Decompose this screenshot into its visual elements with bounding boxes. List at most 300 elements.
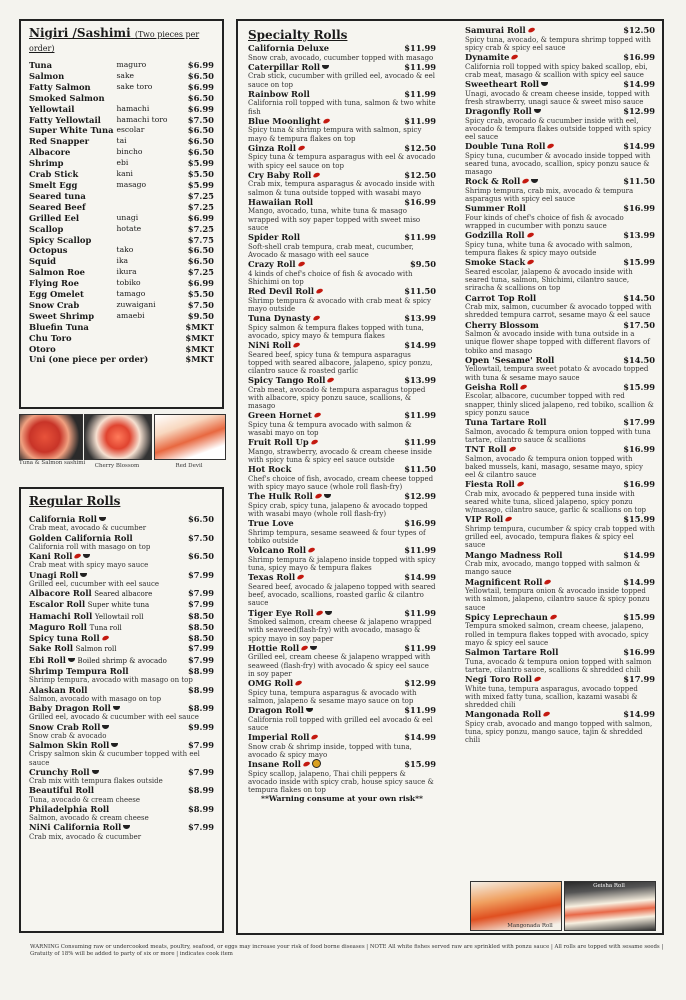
nigiri-item: [29, 224, 214, 235]
item-description: Crab mix with tempura flakes outside: [29, 777, 163, 786]
item-inline-desc: Salmon roll: [75, 645, 117, 654]
item-price: $12.99: [623, 106, 655, 116]
item-price: $11.99: [404, 410, 436, 421]
item-price: $7.99: [188, 643, 214, 654]
chili-pepper-icon: [311, 734, 319, 741]
menu-item: [465, 612, 655, 647]
chili-pepper-icon: [302, 761, 310, 768]
menu-item: [29, 655, 214, 666]
item-description: California roll topped with spicy baked scallop, ebi, crab meat, masago & scallion with spicy eel sauce: [465, 62, 648, 79]
menu-item: [465, 550, 655, 577]
item-name: Scallop: [29, 223, 64, 234]
item-name: Beautiful Roll: [29, 785, 95, 796]
item-description: Unagi, avocado & cream cheese inside, topped with fresh strawberry, unagi sauce & sweet miso sauce: [465, 89, 650, 106]
item-price: $11.99: [404, 607, 436, 618]
menu-item: [465, 230, 655, 257]
chili-pepper-icon: [307, 547, 315, 554]
item-name: Tiger Eye Roll: [248, 607, 314, 618]
item-japanese-name: kani: [116, 169, 133, 179]
menu-item: [248, 43, 436, 62]
item-name: Fatty Yellowtail: [29, 114, 101, 125]
item-price: $8.99: [188, 666, 214, 677]
item-name: Bluefin Tuna: [29, 321, 89, 332]
item-price: $17.99: [623, 417, 655, 428]
item-description: Salmon, avocado & tempura onion topped with baked mussels, kani, masago, sesame mayo, spicy eel & cilantro sauce: [465, 454, 643, 480]
item-description: Salmon, avocado & cream cheese: [29, 814, 149, 823]
item-description: Spicy tuna, white tuna & avocado with salmon, tempura flakes & spicy mayo outside: [465, 241, 633, 258]
item-japanese-name: sake toro: [116, 81, 153, 91]
chili-pepper-icon: [293, 342, 301, 349]
item-japanese-name: ebi: [116, 158, 129, 168]
item-description: Seared beef, avocado & jalapeno topped with seared beef, avocado, scallions, roasted garlic & cilantro sauce: [248, 583, 436, 608]
specialty-rolls-title: Specialty Rolls: [248, 28, 348, 42]
menu-item: [29, 767, 214, 786]
item-price: $12.50: [623, 25, 655, 35]
menu-item: [465, 417, 655, 444]
item-price: $6.50: [187, 245, 214, 256]
nigiri-item: [29, 104, 214, 115]
cooked-bowl-icon: [325, 611, 332, 615]
nigiri-item: [29, 354, 214, 365]
item-description: Crab mix, salmon, cucumber & avocado topped with shredded tempura carrot, sesame mayo & eel sauce: [465, 303, 652, 320]
menu-item: [465, 479, 655, 514]
nigiri-item: [29, 267, 214, 278]
item-japanese-name: ikura: [116, 267, 137, 277]
item-japanese-name: bincho: [116, 147, 143, 157]
item-price: $7.25: [187, 201, 214, 212]
item-name: Shrimp: [29, 158, 64, 169]
item-inline-desc: Seared albacore: [94, 590, 153, 598]
item-description: Soft-shell crab tempura, crab meat, cucumber, Avocado & masago with eel sauce: [248, 242, 414, 259]
item-name: Fiesta Roll: [465, 479, 515, 490]
item-price: $6.50: [187, 70, 214, 81]
menu-item: [29, 611, 214, 622]
item-price: $11.99: [404, 88, 436, 99]
nigiri-section: [19, 19, 224, 409]
cooked-bowl-icon: [324, 494, 331, 498]
item-price: $6.50: [188, 551, 214, 561]
cooked-bowl-icon: [123, 825, 130, 829]
item-japanese-name: escolar: [116, 125, 145, 135]
specialty-rolls-section: [236, 19, 664, 935]
item-description: Seared beef, spicy tuna & tempura asparagus topped with seared albacore, jalapeno, spicy ponzu, cilantro sauce & roasted garlic: [248, 350, 433, 375]
item-name: Hot Rock: [248, 464, 292, 475]
warning-note: **Warning consume at your own risk**: [261, 794, 423, 804]
item-name: TNT Roll: [465, 444, 507, 455]
item-description: Seared escolar, jalapeno & avocado inside with seared tuna, salmon, Shichimi, cilantro sauce, sriracha & scallions on top: [465, 268, 633, 293]
chili-pepper-icon: [314, 493, 322, 500]
item-description: Crab stick, cucumber with grilled eel, avocado & eel sauce on top: [248, 72, 436, 89]
item-price: $14.50: [623, 292, 655, 303]
menu-item: [465, 355, 655, 382]
item-description: Spicy tuna, tempura asparagus & avocado with salmon, jalapeno & sesame mayo sauce on top: [248, 688, 417, 705]
item-name: Imperial Roll: [248, 732, 310, 743]
item-price: $MKT: [185, 321, 214, 332]
item-price: $15.99: [623, 514, 655, 525]
item-price: $11.50: [404, 286, 436, 296]
item-name: Yellowtail: [29, 103, 75, 114]
item-name: Grilled Eel: [29, 212, 80, 223]
menu-item: [248, 545, 436, 572]
item-price: $16.99: [623, 647, 655, 658]
item-name: Shrimp Tempura Roll: [29, 666, 129, 677]
menu-item: [248, 259, 436, 286]
nigiri-item: [29, 169, 214, 180]
nigiri-item: [29, 71, 214, 82]
item-name: OMG Roll: [248, 678, 294, 689]
item-name: Open 'Sesame' Roll: [465, 354, 555, 365]
chili-pepper-icon: [526, 232, 534, 239]
item-japanese-name: masago: [116, 179, 147, 189]
chili-pepper-icon: [527, 259, 535, 266]
menu-item: [248, 89, 436, 116]
item-description: Crab mix, avocado & peppered tuna inside with seared white tuna, sliced jalapeno, spicy ponzu w/masago, cilantro sauce, garlic & scallions on top: [465, 489, 647, 515]
item-price: $6.50: [187, 256, 214, 267]
item-price: $14.99: [623, 709, 655, 720]
item-name: Rainbow Roll: [248, 88, 310, 99]
item-japanese-name: [117, 344, 177, 355]
item-name: Texas Roll: [248, 572, 296, 583]
menu-item: [29, 633, 214, 643]
nigiri-item: [29, 245, 214, 256]
item-description: 4 kinds of chef's choice of fish & avocado with Shichimi on top: [248, 269, 413, 286]
chili-pepper-icon: [297, 574, 305, 581]
item-price: $7.99: [188, 569, 214, 580]
chili-pepper-icon: [547, 143, 555, 150]
menu-item: [465, 52, 655, 79]
item-price: $6.99: [187, 278, 214, 289]
item-price: $6.50: [187, 147, 214, 158]
item-price: $8.99: [188, 785, 214, 796]
item-name: Double Tuna Roll: [465, 141, 546, 152]
item-name: Summer Roll: [465, 203, 526, 214]
nigiri-item: [29, 311, 214, 322]
item-japanese-name: tai: [116, 136, 127, 146]
item-price: $7.99: [188, 822, 214, 833]
item-name: Spicy Tango Roll: [248, 375, 326, 386]
item-description: Yellowtail, tempura onion & avocado inside topped with salmon, jalapeno, cilantro sauce & spicy ponzu sauce: [465, 587, 650, 612]
item-name: Volcano Roll: [248, 545, 306, 556]
menu-item: [248, 518, 436, 545]
cooked-bowl-icon: [92, 770, 99, 774]
item-description: Snow crab & avocado: [29, 731, 107, 740]
menu-item: [465, 382, 655, 417]
cooked-bowl-icon: [541, 82, 548, 86]
item-description: Crab mix, tempura asparagus & avocado inside with salmon & tuna outside topped with wasabi mayo: [248, 180, 435, 197]
item-price: $14.99: [404, 732, 436, 743]
item-price: $13.99: [623, 230, 655, 241]
item-name: Octopus: [29, 245, 68, 256]
item-price: $7.99: [188, 766, 214, 777]
item-price: $15.99: [404, 759, 436, 770]
chili-pepper-icon: [310, 439, 318, 446]
item-name: Carrot Top Roll: [465, 292, 537, 303]
menu-item: [248, 643, 436, 678]
item-price: $12.50: [404, 142, 436, 153]
item-price: $5.50: [187, 289, 214, 300]
item-name: Seared tuna: [29, 190, 86, 201]
menu-item: [248, 572, 436, 607]
item-price: $6.99: [187, 103, 214, 114]
item-description: Spicy scallop, jalapeno, Thai chili peppers & avocado inside with spicy crab, house spicy sauce & tempura flakes on top: [248, 769, 434, 795]
item-description: Escolar, albacore, cucumber topped with red snapper, thinly sliced jalapeno, red tobiko, scallion & spicy ponzu sauce: [465, 392, 654, 417]
item-price: $11.99: [404, 61, 436, 72]
menu-item: [248, 410, 436, 437]
item-description: California roll topped with tuna, salmon & two white fish: [248, 99, 436, 116]
chili-pepper-icon: [313, 412, 321, 419]
menu-item: [248, 286, 436, 313]
chili-pepper-icon: [516, 481, 524, 488]
item-price: $7.99: [188, 588, 214, 598]
item-price: $6.50: [187, 92, 214, 103]
item-japanese-name: tobiko: [116, 278, 141, 288]
item-description: Crab meat, avocado & cucumber: [29, 524, 147, 533]
item-name: Escalor Roll: [29, 599, 86, 610]
item-japanese-name: [117, 93, 177, 104]
nigiri-item: [29, 93, 214, 104]
item-name: Tuna: [29, 60, 53, 70]
chili-pepper-icon: [327, 377, 335, 384]
item-japanese-name: maguro: [116, 60, 147, 69]
item-description: Crispy salmon skin & cucumber topped with eel sauce: [29, 750, 200, 767]
menu-item: [248, 705, 436, 732]
item-japanese-name: [117, 191, 177, 202]
item-price: $12.99: [404, 491, 436, 502]
item-name: Ebi Roll: [29, 654, 66, 665]
item-name: NiNi California Roll: [29, 822, 122, 833]
nigiri-item: [29, 322, 214, 333]
item-price: $7.75: [187, 234, 214, 245]
item-price: $7.25: [187, 190, 214, 201]
item-price: $16.99: [623, 479, 655, 490]
menu-item: [29, 785, 214, 804]
item-description: Crab meat with spicy mayo sauce: [29, 561, 149, 570]
item-name: Albacore Roll: [29, 588, 92, 598]
item-name: Samurai Roll: [465, 25, 526, 35]
menu-item: [248, 678, 436, 705]
item-japanese-name: hamachi: [116, 103, 150, 113]
menu-item: [248, 340, 436, 375]
item-name: Squid: [29, 256, 57, 267]
menu-item: [465, 674, 655, 709]
item-name: Magnificent Roll: [465, 576, 543, 587]
item-price: $11.99: [404, 437, 436, 448]
chili-pepper-icon: [508, 446, 516, 453]
item-name: Mangonada Roll: [465, 709, 542, 720]
item-name: Smoke Stack: [465, 257, 526, 268]
item-price: $7.50: [187, 299, 214, 310]
item-price: $6.50: [188, 514, 214, 524]
menu-item: [248, 232, 436, 259]
chili-pepper-icon: [549, 614, 557, 621]
item-name: Hottie Roll: [248, 642, 300, 653]
item-name: Unagi Roll: [29, 569, 79, 580]
menu-item: [29, 599, 214, 610]
item-description: Spicy tuna, avocado, & tempura shrimp topped with spicy crab & spicy eel sauce: [465, 35, 651, 52]
item-description: Crab meat, avocado & tempura asparagus topped with albacore, spicy ponzu sauce, scallions, & masago: [248, 385, 426, 411]
cooked-bowl-icon: [68, 658, 75, 662]
item-price: $15.99: [623, 611, 655, 622]
item-price: $6.99: [187, 81, 214, 92]
item-price: $8.50: [188, 610, 214, 621]
item-japanese-name: [117, 333, 177, 344]
item-japanese-name: tako: [116, 245, 134, 255]
chili-pepper-icon: [101, 635, 109, 642]
chili-pepper-icon: [544, 578, 552, 585]
menu-item: [29, 533, 214, 552]
item-name: Sweetheart Roll: [465, 79, 540, 89]
item-price: $12.50: [404, 169, 436, 180]
item-price: $5.99: [187, 158, 214, 169]
item-description: Tuna, avocado & cream cheese: [29, 795, 141, 804]
item-name: Golden California Roll: [29, 532, 133, 543]
menu-item: [248, 437, 436, 464]
item-price: $7.25: [187, 267, 214, 278]
nigiri-item: [29, 213, 214, 224]
chili-pepper-icon: [505, 516, 513, 523]
chili-pepper-icon: [315, 609, 323, 616]
item-price: $17.99: [623, 674, 655, 685]
menu-item: [465, 514, 655, 549]
item-description: Salmon, avocado with masago on top: [29, 694, 162, 703]
item-name: Cherry Blossom: [465, 319, 539, 330]
item-name: NiNi Roll: [248, 340, 292, 350]
item-description: Crab mix, avocado, mango topped with salmon & mango sauce: [465, 560, 641, 577]
chili-pepper-icon: [313, 172, 321, 179]
cooked-bowl-icon: [306, 708, 313, 712]
photo-caption: Geisha Roll: [593, 883, 625, 889]
cooked-bowl-icon: [534, 109, 541, 113]
item-price: $9.50: [187, 310, 214, 321]
item-name: Uni (one piece per order): [29, 354, 149, 365]
menu-item: [29, 570, 214, 589]
item-name: Dragon Roll: [248, 705, 304, 716]
item-name: Tuna Dynasty: [248, 313, 311, 323]
menu-item: [465, 444, 655, 479]
item-description: White tuna, tempura asparagus, avocado topped with mixed fatty tuna, scallion, kazami wasabi & shredded chili: [465, 684, 638, 710]
nigiri-item: [29, 147, 214, 158]
nigiri-item: [29, 344, 214, 355]
item-price: $MKT: [185, 332, 214, 343]
item-price: $16.99: [623, 52, 655, 62]
item-name: Baby Dragon Roll: [29, 703, 111, 714]
item-name: Philadelphia Roll: [29, 803, 110, 814]
nigiri-item: [29, 202, 214, 213]
item-description: Spicy tuna & tempura avocado with salmon & wasabi mayo on top: [248, 421, 412, 438]
item-price: $5.50: [187, 169, 214, 180]
item-name: Salmon Roe: [29, 267, 85, 278]
item-price: $15.99: [623, 257, 655, 268]
item-name: Snow Crab Roll: [29, 721, 101, 732]
item-name: Smoked Salmon: [29, 92, 105, 103]
item-name: Kani Roll: [29, 551, 73, 561]
item-price: $6.99: [187, 212, 214, 223]
item-inline-desc: Boiled shrimp & avocado: [77, 656, 167, 665]
item-name: Green Hornet: [248, 410, 312, 421]
cooked-bowl-icon: [80, 573, 87, 577]
menu-item: [248, 116, 436, 143]
chili-pepper-icon: [316, 288, 324, 295]
item-name: Red Snapper: [29, 136, 90, 147]
item-price: $6.99: [187, 60, 214, 70]
menu-item: [465, 25, 655, 52]
item-name: Insane Roll: [248, 759, 301, 770]
menu-item: [248, 62, 436, 89]
item-price: $16.99: [623, 444, 655, 455]
item-name: Spicy Scallop: [29, 234, 92, 245]
item-japanese-name: hamachi toro: [116, 114, 168, 124]
item-description: Grilled eel, cream cheese & jalapeno wrapped with seaweed (flash-fry) with avocado & spicy eel sauce in soy paper: [248, 653, 431, 678]
item-price: $14.99: [623, 79, 655, 89]
menu-item: [29, 514, 214, 533]
menu-item: [465, 293, 655, 320]
menu-item: [465, 647, 655, 674]
item-price: $11.99: [404, 642, 436, 653]
item-name: Crab Stick: [29, 169, 79, 180]
chili-pepper-icon: [297, 145, 305, 152]
item-price: $13.99: [404, 313, 436, 323]
item-price: $15.99: [623, 381, 655, 392]
nigiri-item: [29, 333, 214, 344]
item-name: Hamachi Roll: [29, 610, 93, 621]
item-japanese-name: zuwaigani: [116, 299, 156, 309]
nigiri-item: [29, 180, 214, 191]
menu-item: [29, 740, 214, 767]
cooked-bowl-icon: [111, 743, 118, 747]
item-name: Super White Tuna: [29, 125, 114, 136]
nigiri-item: [29, 115, 214, 126]
item-name: Flying Roe: [29, 278, 79, 289]
item-price: $14.99: [623, 549, 655, 560]
menu-item: [248, 143, 436, 170]
item-name: Geisha Roll: [465, 381, 519, 392]
menu-item: [29, 551, 214, 570]
menu-item: [29, 588, 214, 599]
menu-item: [248, 170, 436, 197]
item-description: Spicy salmon & tempura flakes topped with tuna, avocado, spicy mayo & tempura flakes: [248, 323, 424, 340]
item-description: Spicy crab, avocado and mango topped with salmon, tuna, spicy ponzu, mango sauce, tajin & shredded chili: [465, 719, 653, 745]
item-name: Smelt Egg: [29, 179, 78, 190]
item-inline-desc: Super white tuna: [87, 601, 150, 610]
item-name: California Roll: [29, 514, 97, 524]
item-price: $7.99: [188, 599, 214, 610]
item-price: $6.50: [187, 136, 214, 147]
item-price: $9.99: [188, 721, 214, 732]
item-price: $14.99: [623, 141, 655, 152]
photo-red-devil: [154, 414, 226, 460]
item-name: Otoro: [29, 343, 56, 354]
item-name: Blue Moonlight: [248, 115, 321, 126]
nigiri-item: [29, 136, 214, 147]
item-price: $MKT: [185, 343, 214, 354]
item-price: $7.25: [187, 223, 214, 234]
item-description: Shrimp tempura, avocado with masago on top: [29, 676, 193, 685]
item-japanese-name: [117, 235, 177, 246]
item-description: Yellowtail, tempura sweet potato & avocado topped with tuna & sesame mayo sauce: [465, 365, 649, 382]
chili-pepper-icon: [533, 676, 541, 683]
nigiri-item: [29, 300, 214, 311]
photo-tuna-salmon-sashimi: [19, 414, 83, 460]
item-name: Chu Toro: [29, 332, 72, 343]
menu-item: [248, 375, 436, 410]
item-japanese-name: ika: [116, 256, 129, 266]
menu-item: [29, 703, 214, 722]
nigiri-item: [29, 82, 214, 93]
menu-item: [465, 203, 655, 230]
item-name: Salmon Skin Roll: [29, 740, 110, 751]
item-price: $MKT: [185, 354, 214, 365]
menu-item: [29, 804, 214, 823]
